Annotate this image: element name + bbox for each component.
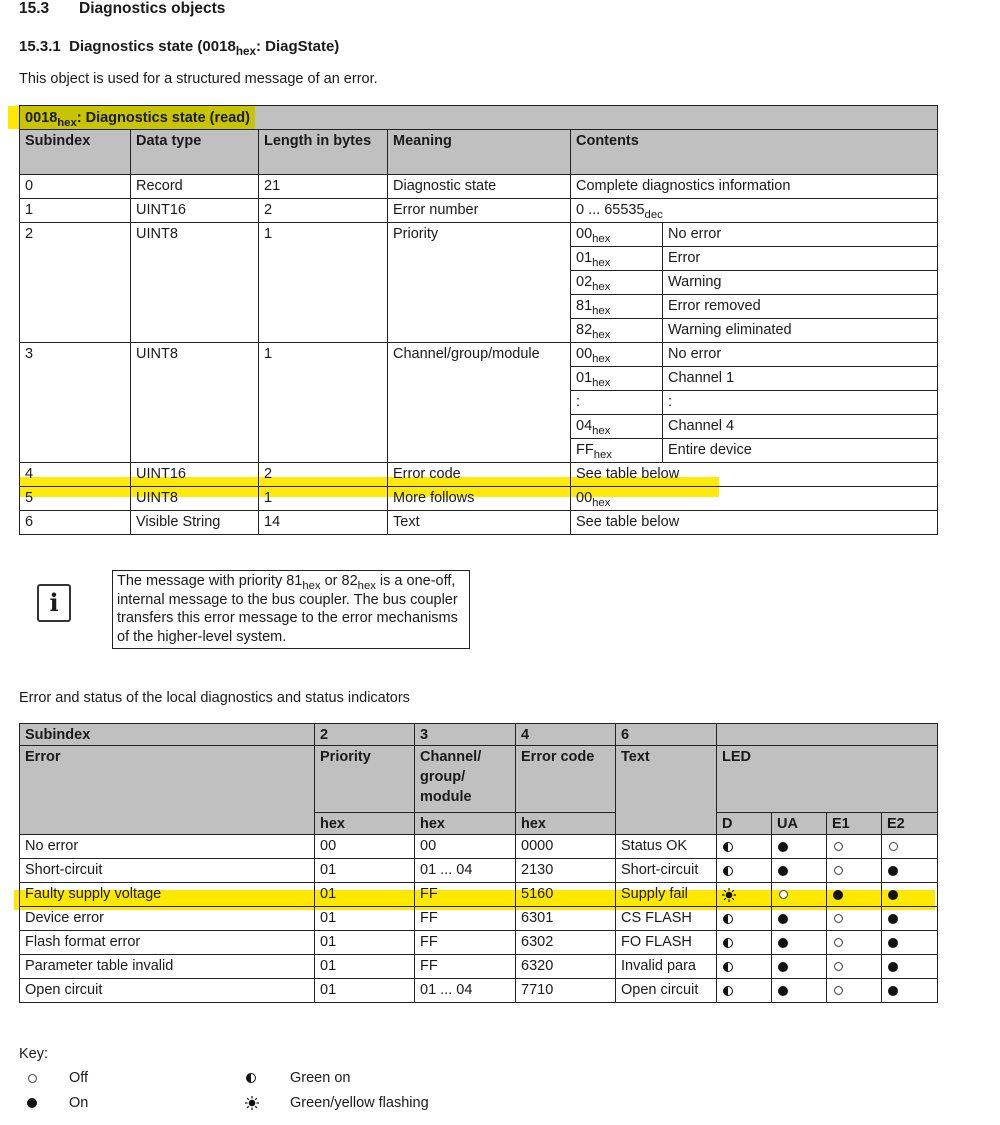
cell-value-code: $00_{hex}$ xyxy=(571,343,663,367)
cell-value-label: Error xyxy=(663,247,938,271)
led-off-icon xyxy=(887,836,899,856)
cell-led-d xyxy=(717,955,772,979)
cell-meaning: More follows xyxy=(388,487,571,511)
cell-error-code: 5160 xyxy=(516,883,616,907)
cell-led-e2 xyxy=(882,883,938,907)
subsection-title-suffix: : DiagState) xyxy=(255,38,340,55)
cell-led-e1 xyxy=(827,955,882,979)
header-error: Error xyxy=(20,746,315,835)
led-off-icon xyxy=(832,860,844,880)
cell-contents: Complete diagnostics information xyxy=(571,175,938,199)
header-channel: Channel/ group/ module xyxy=(415,746,516,813)
cell-value-label: No error xyxy=(663,223,938,247)
cell-led-ua xyxy=(772,955,827,979)
cell-led-e1 xyxy=(827,931,882,955)
cell-led-e2 xyxy=(882,835,938,859)
led-on-icon xyxy=(832,884,844,904)
cell-channel: FF xyxy=(415,907,516,931)
cell-subindex: 5 xyxy=(20,487,131,511)
cell-value-code: $01_{hex}$ xyxy=(571,247,663,271)
header-subindex: Subindex xyxy=(20,724,315,746)
intro-text: This object is used for a structured message of an error. xyxy=(19,71,378,87)
cell-error-code: 6301 xyxy=(516,907,616,931)
led-green-on-icon xyxy=(722,836,734,856)
led-off-icon xyxy=(777,884,789,904)
cell-subindex: 6 xyxy=(20,511,131,535)
cell-length: 1 xyxy=(259,223,388,343)
col-header-length: Length in bytes xyxy=(259,130,388,175)
cell-value-label: Entire device xyxy=(663,439,938,463)
table-row xyxy=(20,175,938,199)
led-off-icon xyxy=(832,932,844,952)
cell-error-code: 7710 xyxy=(516,979,616,1003)
cell-subindex: 2 xyxy=(20,223,131,343)
cell-error: Short-circuit xyxy=(20,859,315,883)
table-row xyxy=(20,859,938,883)
header-led-ua: UA xyxy=(772,813,827,835)
cell-length: 2 xyxy=(259,463,388,487)
cell-meaning: Priority xyxy=(388,223,571,343)
cell-error: No error xyxy=(20,835,315,859)
cell-led-e2 xyxy=(882,859,938,883)
cell-value-code: $02_{hex}$ xyxy=(571,271,663,295)
led-off-icon xyxy=(26,1070,38,1086)
key-title: Key: xyxy=(19,1046,49,1062)
led-green-on-icon xyxy=(722,932,734,952)
header-blank xyxy=(717,724,938,746)
col-header-datatype: Data type xyxy=(131,130,259,175)
table-row-highlighted xyxy=(20,883,938,907)
led-off-icon xyxy=(832,956,844,976)
cell-type: UINT16 xyxy=(131,463,259,487)
cell-error: Open circuit xyxy=(20,979,315,1003)
header-hex: hex xyxy=(415,813,516,835)
cell-priority: 01 xyxy=(315,883,415,907)
cell-meaning: Text xyxy=(388,511,571,535)
cell-led-ua xyxy=(772,883,827,907)
cell-type: UINT8 xyxy=(131,343,259,463)
subsection-title-prefix: Diagnostics state (0018 xyxy=(69,38,236,55)
header-text: Text xyxy=(616,746,717,835)
led-green-on-icon xyxy=(722,956,734,976)
led-on-icon xyxy=(26,1095,38,1111)
led-flashing-icon xyxy=(245,1095,257,1111)
led-green-on-icon xyxy=(722,908,734,928)
cell-value-label: Warning eliminated xyxy=(663,319,938,343)
table-title: $0018_{hex}$: Diagnostics state (read) xyxy=(20,106,938,130)
cell-value-label: : xyxy=(663,391,938,415)
led-on-icon xyxy=(777,836,789,856)
cell-led-ua xyxy=(772,979,827,1003)
table-row xyxy=(20,931,938,955)
cell-length: 14 xyxy=(259,511,388,535)
led-on-icon xyxy=(887,980,899,1000)
cell-led-e1 xyxy=(827,979,882,1003)
cell-priority: 01 xyxy=(315,955,415,979)
cell-contents: $00_{hex}$ xyxy=(571,487,938,511)
led-on-icon xyxy=(887,956,899,976)
table-row xyxy=(20,907,938,931)
key-item-on: On xyxy=(26,1095,38,1111)
cell-value-code: : xyxy=(571,391,663,415)
key-item-flashing: Green/yellow flashing xyxy=(245,1095,257,1111)
cell-subindex: 3 xyxy=(20,343,131,463)
header-hex: hex xyxy=(516,813,616,835)
led-green-on-icon xyxy=(245,1070,257,1086)
diagstate-table xyxy=(19,105,938,535)
note-box: The message with priority $81_{hex}$ or $82_{hex}$ is a one-off, internal message to the bus coupler. The bus coupler transfers this error message to the error mechanisms of the higher-level system. xyxy=(112,570,470,649)
cell-subindex: 0 xyxy=(20,175,131,199)
cell-subindex: 4 xyxy=(20,463,131,487)
cell-error-code: 6320 xyxy=(516,955,616,979)
led-on-icon xyxy=(887,932,899,952)
cell-channel: 01 ... 04 xyxy=(415,859,516,883)
header-subindex-4: 4 xyxy=(516,724,616,746)
header-subindex-3: 3 xyxy=(415,724,516,746)
cell-type: UINT8 xyxy=(131,487,259,511)
cell-channel: FF xyxy=(415,883,516,907)
cell-contents: 0 ... $65535_{dec}$ xyxy=(571,199,938,223)
cell-length: 21 xyxy=(259,175,388,199)
key-item-off: Off xyxy=(26,1070,38,1086)
header-subindex-6: 6 xyxy=(616,724,717,746)
cell-text: Status OK xyxy=(616,835,717,859)
cell-value-code: $82_{hex}$ xyxy=(571,319,663,343)
cell-text: Short-circuit xyxy=(616,859,717,883)
cell-text: FO FLASH xyxy=(616,931,717,955)
cell-led-e1 xyxy=(827,859,882,883)
cell-priority: 01 xyxy=(315,931,415,955)
cell-channel: FF xyxy=(415,931,516,955)
led-on-icon xyxy=(887,884,899,904)
cell-channel: 00 xyxy=(415,835,516,859)
cell-led-d xyxy=(717,835,772,859)
subsection-number: 15.3.1 xyxy=(19,38,61,55)
table-row xyxy=(20,835,938,859)
cell-text: CS FLASH xyxy=(616,907,717,931)
cell-value-code: $01_{hex}$ xyxy=(571,367,663,391)
table-row xyxy=(20,955,938,979)
cell-length: 1 xyxy=(259,487,388,511)
led-green-on-icon xyxy=(722,980,734,1000)
table-row xyxy=(20,511,938,535)
cell-meaning: Channel/group/module xyxy=(388,343,571,463)
table-row xyxy=(20,223,938,247)
section-number: 15.3 xyxy=(19,0,50,17)
table-row xyxy=(20,487,938,511)
led-on-icon xyxy=(887,860,899,880)
cell-type: UINT8 xyxy=(131,223,259,343)
cell-error-code: 2130 xyxy=(516,859,616,883)
header-led: LED xyxy=(717,746,938,813)
note-text: one-off, internal message to the bus coupler. The bus coupler transfers this error message to the error mechanisms of the higher-level system. xyxy=(117,573,458,645)
cell-led-e1 xyxy=(827,883,882,907)
header-priority: Priority xyxy=(315,746,415,813)
subsection-heading xyxy=(19,38,340,59)
cell-error: Device error xyxy=(20,907,315,931)
table-row xyxy=(20,979,938,1003)
led-green-on-icon xyxy=(722,860,734,880)
col-header-contents: Contents xyxy=(571,130,938,175)
error-status-table xyxy=(19,723,938,1003)
led-on-icon xyxy=(777,980,789,1000)
cell-type: Record xyxy=(131,175,259,199)
cell-value-label: Error removed xyxy=(663,295,938,319)
cell-led-ua xyxy=(772,859,827,883)
cell-length: 1 xyxy=(259,343,388,463)
led-off-icon xyxy=(832,908,844,928)
cell-led-ua xyxy=(772,931,827,955)
cell-priority: 00 xyxy=(315,835,415,859)
led-on-icon xyxy=(777,932,789,952)
cell-priority: 01 xyxy=(315,979,415,1003)
cell-priority: 01 xyxy=(315,907,415,931)
led-on-icon xyxy=(777,860,789,880)
header-subindex-2: 2 xyxy=(315,724,415,746)
cell-led-d xyxy=(717,979,772,1003)
cell-led-ua xyxy=(772,907,827,931)
cell-meaning: Diagnostic state xyxy=(388,175,571,199)
header-led-e2: E2 xyxy=(882,813,938,835)
cell-error-code: 6302 xyxy=(516,931,616,955)
table-row xyxy=(20,199,938,223)
cell-length: 2 xyxy=(259,199,388,223)
cell-error-code: 0000 xyxy=(516,835,616,859)
led-on-icon xyxy=(887,908,899,928)
cell-value-code: $00_{hex}$ xyxy=(571,223,663,247)
cell-meaning: Error number xyxy=(388,199,571,223)
cell-led-d xyxy=(717,931,772,955)
cell-type: Visible String xyxy=(131,511,259,535)
cell-value-code: $81_{hex}$ xyxy=(571,295,663,319)
key-item-green-on: Green on xyxy=(245,1070,257,1086)
section-heading xyxy=(19,0,225,18)
cell-led-e2 xyxy=(882,979,938,1003)
info-icon: i xyxy=(37,584,71,622)
cell-value-code: $04_{hex}$ xyxy=(571,415,663,439)
cell-value-label: Channel 1 xyxy=(663,367,938,391)
cell-value-label: No error xyxy=(663,343,938,367)
header-led-e1: E1 xyxy=(827,813,882,835)
table-caption: Error and status of the local diagnostics and status indicators xyxy=(19,690,410,706)
cell-channel: FF xyxy=(415,955,516,979)
cell-value-label: Warning xyxy=(663,271,938,295)
cell-priority: 01 xyxy=(315,859,415,883)
cell-led-e1 xyxy=(827,835,882,859)
cell-meaning: Error code xyxy=(388,463,571,487)
led-flashing-icon xyxy=(722,884,734,904)
cell-error: Flash format error xyxy=(20,931,315,955)
cell-text: Supply fail xyxy=(616,883,717,907)
col-header-subindex: Subindex xyxy=(20,130,131,175)
cell-error: Parameter table invalid xyxy=(20,955,315,979)
cell-led-d xyxy=(717,859,772,883)
led-on-icon xyxy=(777,908,789,928)
cell-text: Open circuit xyxy=(616,979,717,1003)
header-error-code: Error code xyxy=(516,746,616,813)
cell-subindex: 1 xyxy=(20,199,131,223)
table-row xyxy=(20,343,938,367)
cell-contents: See table below xyxy=(571,511,938,535)
header-led-d: D xyxy=(717,813,772,835)
cell-led-e2 xyxy=(882,931,938,955)
cell-type: UINT16 xyxy=(131,199,259,223)
cell-contents: See table below xyxy=(571,463,938,487)
table-row-highlighted xyxy=(20,463,938,487)
cell-led-e1 xyxy=(827,907,882,931)
led-off-icon xyxy=(832,836,844,856)
cell-led-ua xyxy=(772,835,827,859)
cell-led-e2 xyxy=(882,907,938,931)
cell-channel: 01 ... 04 xyxy=(415,979,516,1003)
led-on-icon xyxy=(777,956,789,976)
cell-text: Invalid para xyxy=(616,955,717,979)
cell-value-label: Channel 4 xyxy=(663,415,938,439)
section-title: Diagnostics objects xyxy=(79,0,226,17)
col-header-meaning: Meaning xyxy=(388,130,571,175)
cell-led-d xyxy=(717,907,772,931)
cell-led-e2 xyxy=(882,955,938,979)
header-hex: hex xyxy=(315,813,415,835)
led-off-icon xyxy=(832,980,844,1000)
cell-led-d xyxy=(717,883,772,907)
cell-error: Faulty supply voltage xyxy=(20,883,315,907)
cell-value-code: $FF_{hex}$ xyxy=(571,439,663,463)
subsection-title-sub: hex xyxy=(235,45,256,59)
